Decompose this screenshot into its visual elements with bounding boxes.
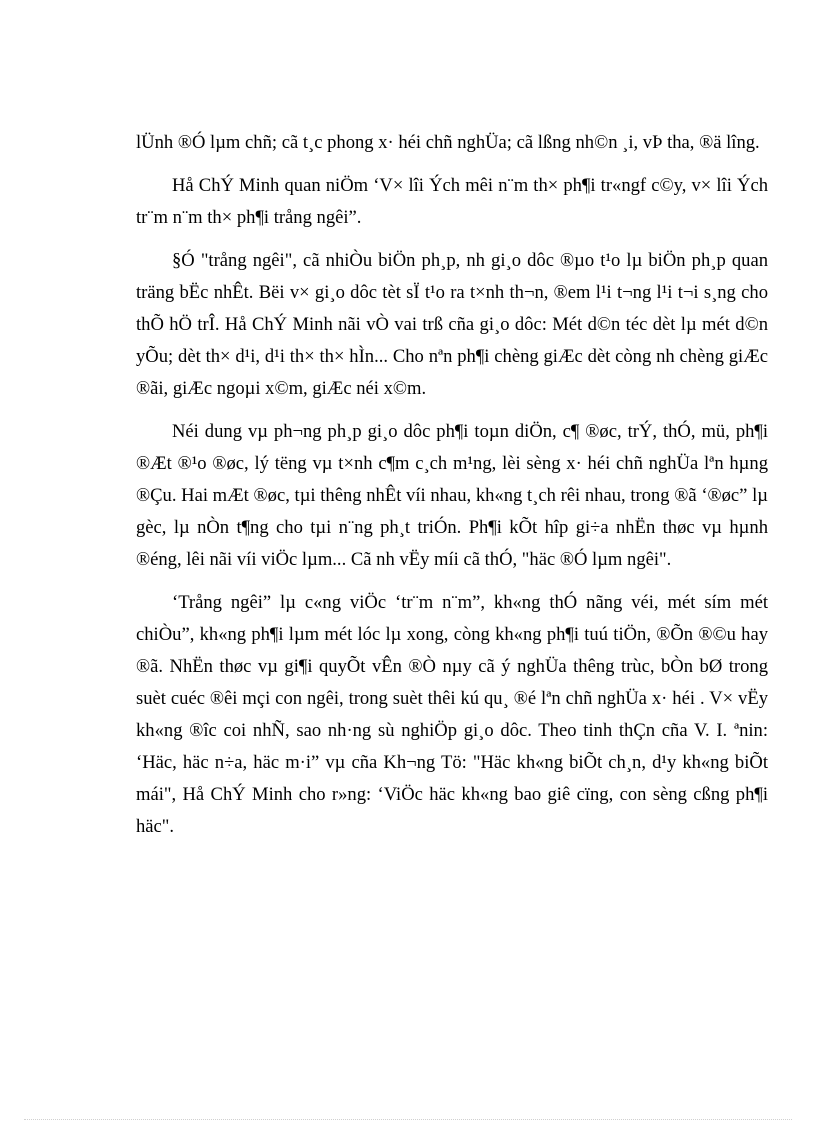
paragraph-5: ‘Trång ngêi” lµ c«ng viÖc ‘tr¨m n¨m”, kh«ng thÓ nãng véi, mét sím mét chiÒu”, kh«ng ph¶i lµm mét lóc lµ xong, còng kh«ng ph¶i tuú tiÖn, ®Õn ®©u hay ®ã. NhËn thøc vµ gi¶i quyÕt vÊn ®Ò nµy cã ý nghÜa thêng trùc, bÒn bØ trong suèt cuéc ®êi mçi con ngêi, trong suèt thêi kú qu¸ ®é lªn chñ nghÜa x· héi . V× vËy kh«ng ®îc coi nhÑ, sao nh·ng sù nghiÖp gi¸o dôc. Theo tinh thÇn cña V. I. ªnin: ‘Häc, häc n÷a, häc m·i” vµ cña Kh¬ng Tö: "Häc kh«ng biÕt ch¸n, d¹y kh«ng biÕt mái", Hå ChÝ Minh cho r»ng: ‘ViÖc häc kh«ng bao giê cïng, con sèng cßng ph¶i häc".: [136, 592, 768, 837]
body-text: [136, 127, 768, 843]
paragraph-4: Néi dung vµ ph¬ng ph¸p gi¸o dôc ph¶i toµn diÖn, c¶ ®øc, trÝ, thÓ, mü, ph¶i ®Æt ®¹o ®øc, lý tëng vµ t×nh c¶m c¸ch m¹ng, lèi sèng x· héi chñ nghÜa lªn hµng ®Çu. Hai mÆt ®øc, tµi thêng nhÊt víi nhau, kh«ng t¸ch rêi nhau, trong ®ã ‘®øc” lµ gèc, lµ nÒn t¶ng cho tµi n¨ng ph¸t triÓn. Ph¶i kÕt hîp gi÷a nhËn thøc vµ hµnh ®éng, lêi nãi víi viÖc lµm... Cã nh vËy míi cã thÓ, "häc ®Ó lµm ngêi".: [136, 421, 768, 570]
paragraph-2: Hå ChÝ Minh quan niÖm ‘V× lîi Ých mêi n¨m th× ph¶i tr«ngf c©y, v× lîi Ých tr¨m n¨m th× ph¶i trång ngêi”.: [136, 175, 768, 228]
paragraph-1: lÜnh ®Ó lµm chñ; cã t¸c phong x· héi chñ nghÜa; cã lßng nh©n ¸i, vÞ tha, ®ä lîng.: [136, 132, 760, 153]
paragraph-3: §Ó "trång ngêi", cã nhiÒu biÖn ph¸p, nh gi¸o dôc ®µo t¹o lµ biÖn ph¸p quan träng bËc nhÊt. Bëi v× gi¸o dôc tèt sÏ t¹o ra t×nh th¬n, ®em l¹i t¬ng l¹i t¬i s¸ng cho thÕ hÖ trÎ. Hå ChÝ Minh nãi vÒ vai trß cña gi¸o dôc: Mét d©n téc dèt lµ mét d©n yÕu; dèt th× d¹i, d¹i th× th× hÌn... Cho nªn ph¶i chèng giÆc dèt còng nh chèng giÆc ®ãi, giÆc ngoµi x©m, giÆc néi x©m.: [136, 250, 768, 399]
page-bottom-border: [24, 1119, 792, 1120]
